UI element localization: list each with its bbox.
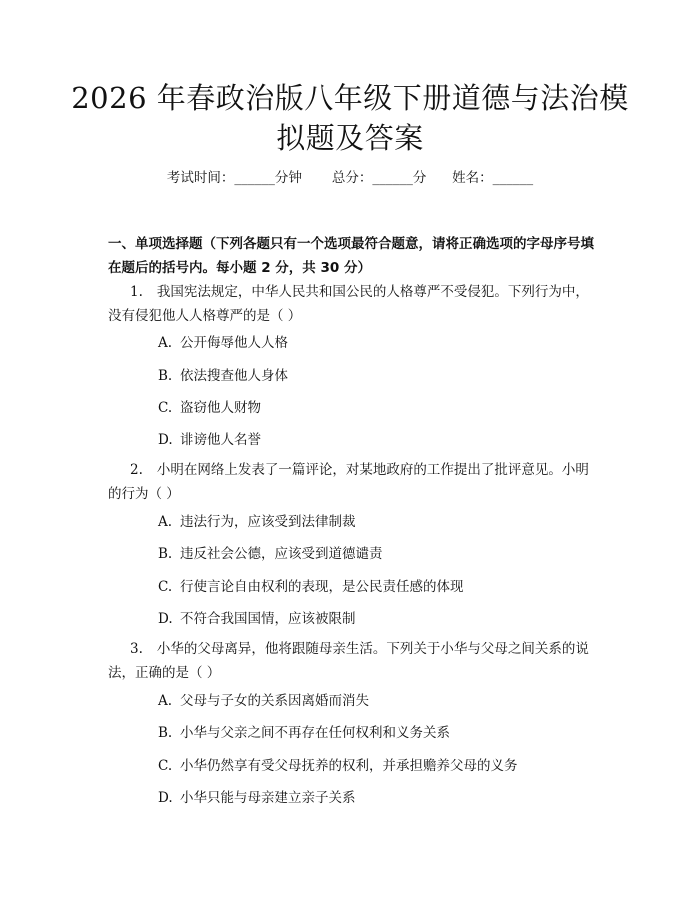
option-label: C.: [158, 758, 173, 774]
question-text: 小明在网络上发表了一篇评论，对某地政府的工作提出了批评意见。小明的行为（ ）: [108, 462, 589, 502]
time-unit: 分钟: [274, 170, 302, 186]
option-text: 父母与子女的关系因离婚而消失: [180, 693, 369, 709]
question-number: 1.: [130, 284, 143, 300]
option-text: 违反社会公德，应该受到道德谴责: [180, 546, 383, 562]
option-label: B.: [158, 546, 173, 562]
name-label: 姓名：: [452, 170, 493, 186]
question-1-option-c: [158, 399, 261, 417]
option-text: 小华仍然享有受父母抚养的权利，并承担赡养父母的义务: [180, 758, 518, 774]
question-1-option-d: [158, 431, 261, 449]
question-3-option-c: [158, 757, 518, 775]
section-heading: 一、单项选择题（下列各题只有一个选项最符合题意，请将正确选项的字母序号填在题后的括号内。每小题 2 分，共 30 分）: [108, 236, 594, 276]
score-label: 总分：: [331, 170, 373, 186]
option-text: 不符合我国国情，应该被限制: [180, 611, 356, 627]
option-text: 盗窃他人财物: [180, 400, 261, 416]
question-2-option-d: [158, 610, 356, 628]
score-unit: 分: [412, 170, 427, 186]
option-label: B.: [158, 725, 173, 741]
time-blank: ______: [234, 170, 275, 186]
score-blank: ______: [372, 170, 413, 186]
question-1-option-b: [158, 367, 288, 385]
option-label: A.: [158, 335, 173, 351]
option-label: D.: [158, 790, 173, 806]
option-label: D.: [158, 611, 173, 627]
question-3-option-b: [158, 724, 450, 742]
question-1-option-a: [158, 334, 288, 352]
option-text: 小华与父亲之间不再存在任何权利和义务关系: [180, 725, 450, 741]
question-number: 2.: [130, 462, 143, 478]
question-2-option-a: [158, 513, 356, 531]
option-text: 小华只能与母亲建立亲子关系: [180, 790, 356, 806]
option-text: 公开侮辱他人人格: [180, 335, 288, 351]
question-text: 小华的父母离异，他将跟随母亲生活。下列关于小华与父母之间关系的说法，正确的是（ ）: [108, 641, 589, 681]
name-blank: ______: [492, 170, 534, 186]
question-number: 3.: [130, 641, 143, 657]
question-3-option-a: [158, 692, 369, 710]
question-2-option-b: [158, 545, 383, 563]
question-3: [108, 637, 598, 685]
option-label: D.: [158, 432, 173, 448]
option-label: A.: [158, 693, 173, 709]
option-label: B.: [158, 368, 173, 384]
option-label: C.: [158, 579, 173, 595]
question-3-option-d: [158, 789, 356, 807]
option-label: C.: [158, 400, 173, 416]
option-text: 违法行为，应该受到法律制裁: [180, 514, 356, 530]
question-text: 我国宪法规定，中华人民共和国公民的人格尊严不受侵犯。下列行为中，没有侵犯他人人格尊严的是（ ）: [108, 284, 589, 324]
time-label: 考试时间：: [166, 170, 235, 186]
option-text: 依法搜查他人身体: [180, 368, 288, 384]
question-2-option-c: [158, 578, 464, 596]
option-text: 诽谤他人名誉: [180, 432, 261, 448]
page-title: 2026 年春政治版八年级下册道德与法治模拟题及答案: [71, 81, 629, 155]
question-2: [108, 458, 598, 506]
option-text: 行使言论自由权利的表现，是公民责任感的体现: [180, 579, 464, 595]
option-label: A.: [158, 514, 173, 530]
exam-info-line: [0, 169, 700, 187]
question-1: [108, 280, 598, 328]
